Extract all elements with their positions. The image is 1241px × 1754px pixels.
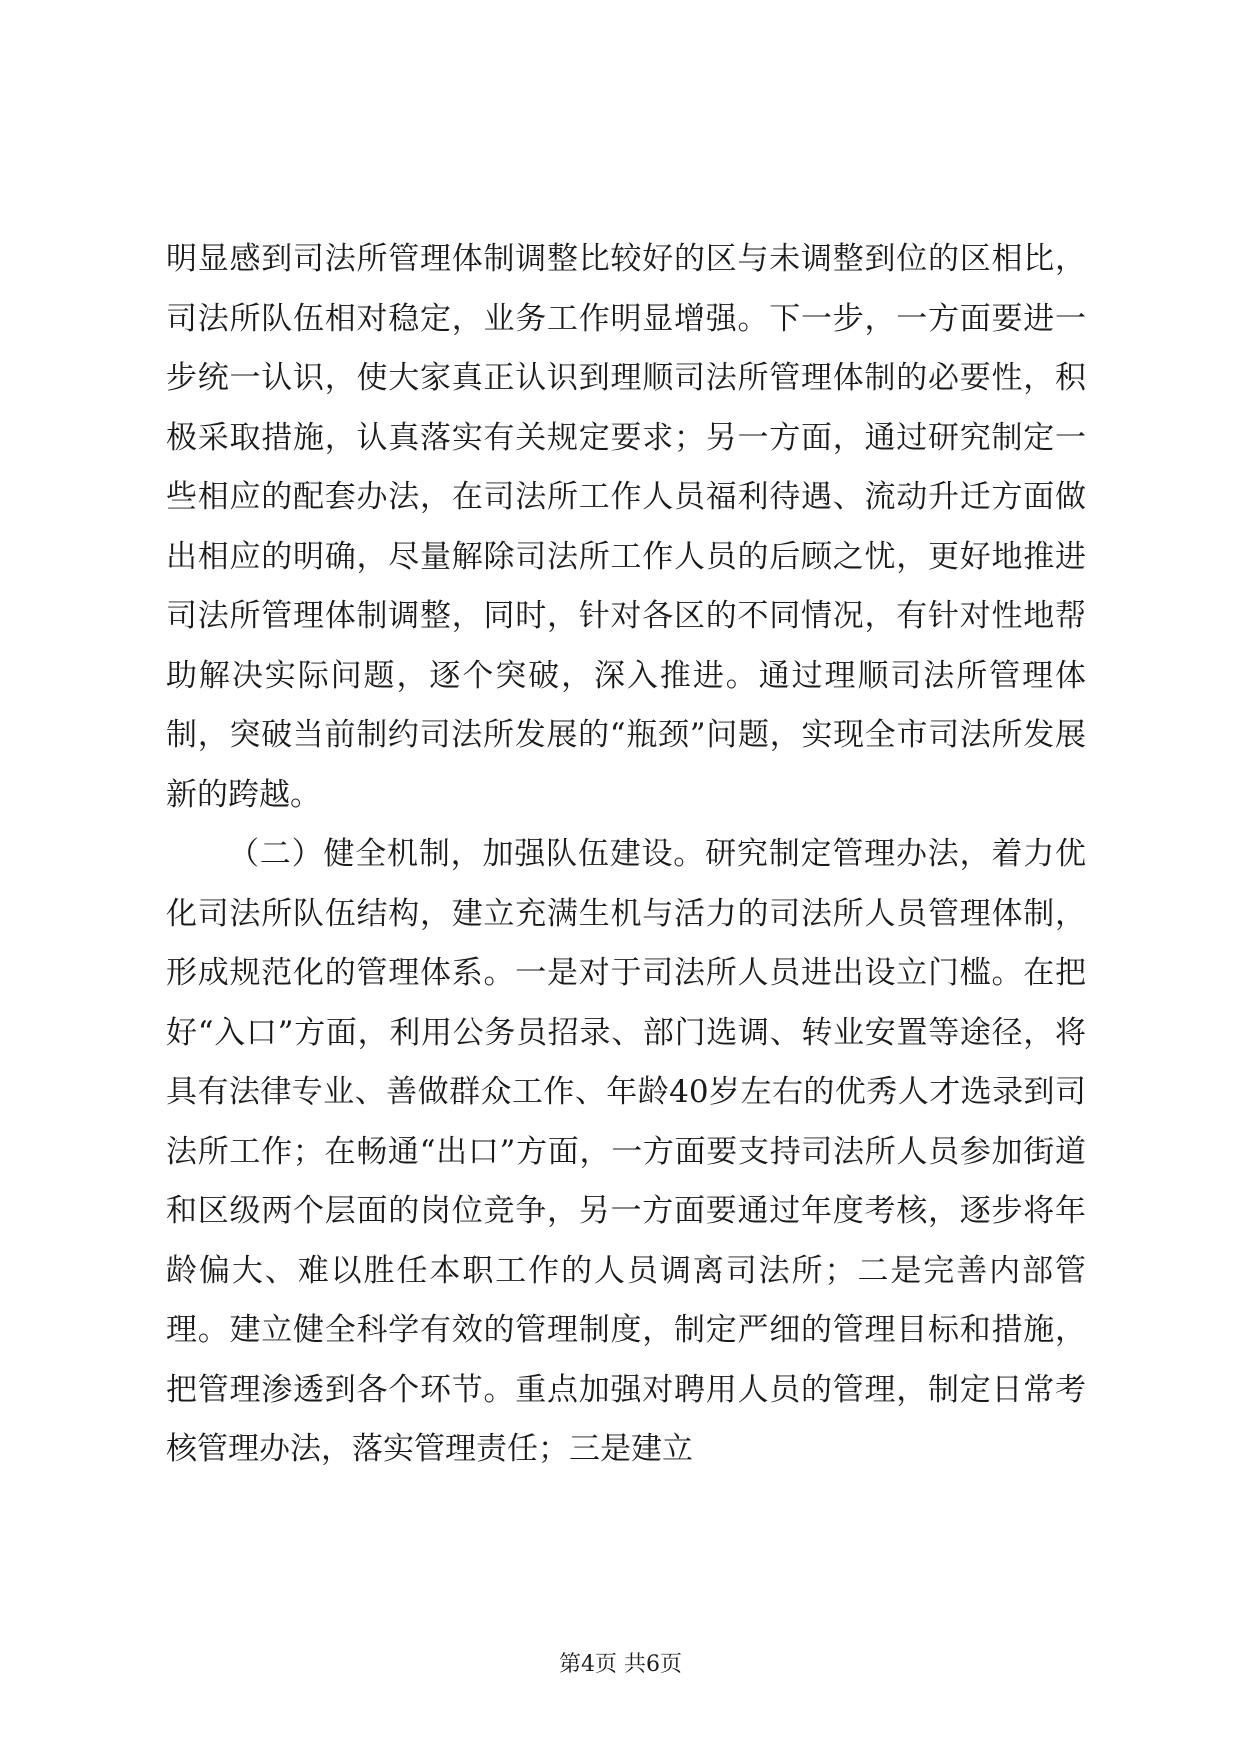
document-body: [166, 230, 1086, 1480]
paragraph-section-two: （二）健全机制，加强队伍建设。研究制定管理办法，着力优化司法所队伍结构，建立充满生机与活力的司法所人员管理体制，形成规范化的管理体系。一是对于司法所人员进出设立门槛。在把好“入口”方面，利用公务员招录、部门选调、转业安置等途径，将具有法律专业、善做群众工作、年龄40岁左右的优秀人才选录到司法所工作；在畅通“出口”方面，一方面要支持司法所人员参加街道和区级两个层面的岗位竞争，另一方面要通过年度考核，逐步将年龄偏大、难以胜任本职工作的人员调离司法所；二是完善内部管理。建立健全科学有效的管理制度，制定严细的管理目标和措施，把管理渗透到各个环节。重点加强对聘用人员的管理，制定日常考核管理办法，落实管理责任；三是建立: [166, 836, 1086, 1467]
paragraph-continued: 明显感到司法所管理体制调整比较好的区与未调整到位的区相比，司法所队伍相对稳定，业务工作明显增强。下一步，一方面要进一步统一认识，使大家真正认识到理顺司法所管理体制的必要性，积极采取措施，认真落实有关规定要求；另一方面，通过研究制定一些相应的配套办法，在司法所工作人员福利待遇、流动升迁方面做出相应的明确，尽量解除司法所工作人员的后顾之忧，更好地推进司法所管理体制调整，同时，针对各区的不同情况，有针对性地帮助解决实际问题，逐个突破，深入推进。通过理顺司法所管理体制，突破当前制约司法所发展的“瓶颈”问题，实现全市司法所发展新的跨越。: [166, 241, 1086, 813]
page-number: 第4页 共6页: [559, 1652, 682, 1677]
page-footer: [0, 1650, 1241, 1680]
